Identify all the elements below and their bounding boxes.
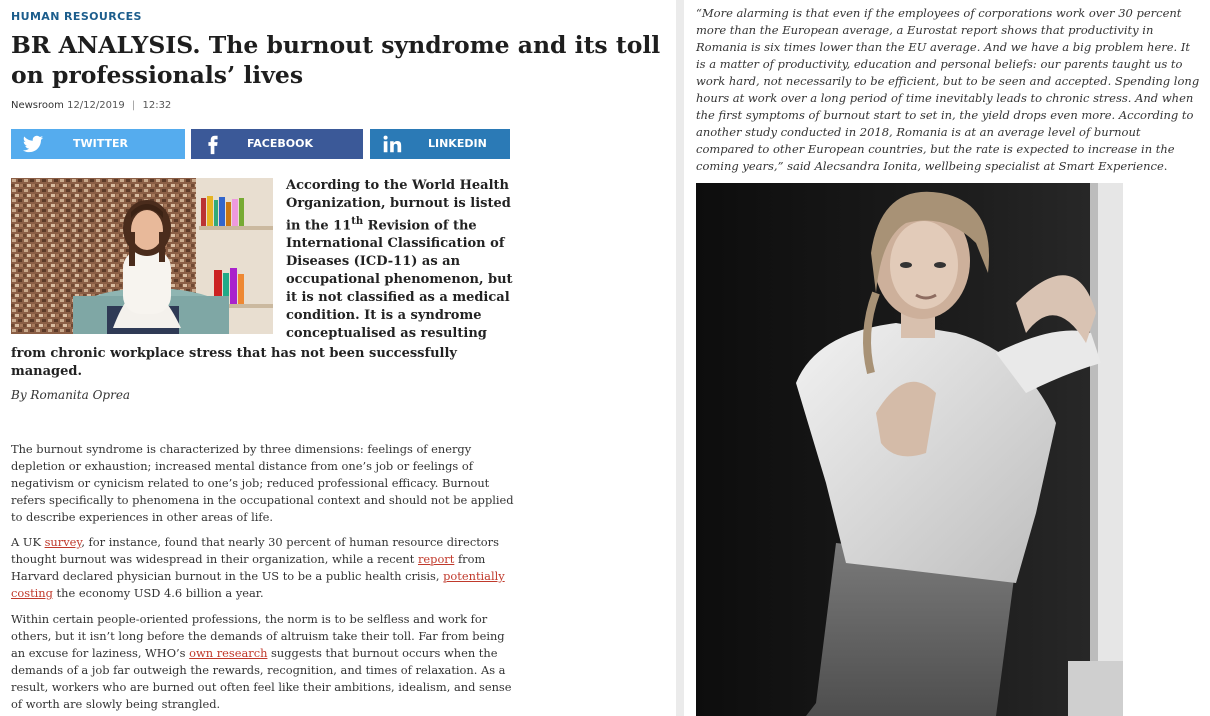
article-meta <box>11 100 171 111</box>
own-research-link[interactable]: own research <box>189 646 268 660</box>
body-paragraph-1: The burnout syndrome is characterized by three dimensions: feelings of energy depletion or exhaustion; increased mental distance from one’s job or feelings of negativism or cynicism related to one’s job; reduced professional efficacy. Burnout refers specifically to phenomena in the occupational context and should not be applied to describe experiences in other areas of life. <box>11 442 514 524</box>
body-paragraph-3 <box>11 611 521 713</box>
twitter-share-label: TWITTER <box>73 137 128 150</box>
article-title: BR ANALYSIS. The burnout syndrome and its toll on professionals’ lives <box>11 31 661 89</box>
facebook-icon <box>201 133 225 155</box>
lead-paragraph-continued: from chronic workplace stress that has not been successfully managed. <box>11 346 457 379</box>
woman-portrait-photo <box>11 178 273 334</box>
meta-author[interactable]: Newsroom <box>11 100 64 111</box>
quote-end: . <box>1163 159 1168 173</box>
lead-superscript: th <box>351 216 364 227</box>
lead-text-2: Revision of the International Classification of Diseases (ICD-11) as an occupational phenomenon, but it is not classified as a medical condition. It is a syndrome conceptualised as resulting <box>286 218 513 342</box>
lead-paragraph <box>286 177 516 343</box>
linkedin-icon <box>380 133 404 155</box>
woman-bw-portrait-photo <box>696 183 1123 716</box>
p2-text-1: A UK <box>11 535 45 549</box>
p2-text-2: , for instance, found that nearly 30 percent of human resource directors thought burnout was widespread in their organization, while a recent <box>11 535 499 566</box>
byline: By Romanita Oprea <box>11 388 131 402</box>
quote-text: “More alarming is that even if the employees of corporations work over 30 percent more than the European average, a Eurostat report shows that productivity in Romania is six times lower than the EU average. And we have a big problem here. It is a matter of productivity, education and personal beliefs: our parents taught us to work hard, not necessarily to be efficient, but to be seen and accepted. Spending long hours at work over a long period of time inevitably leads to chronic stress. And when the first symptoms of burnout start to set in, the yield drops even more. According to another study conducted in 2018, Romania is at an average level of burnout compared to other European countries, but the rate is expected to increase in the coming years,” <box>696 6 1200 173</box>
p2-text-4: the economy USD 4.6 billion a year. <box>52 586 264 600</box>
p3-text-1: Within certain people-oriented professions, the norm is to be selfless and work for others, but it isn’t long before the demands of altruism take their toll. Far from being an excuse for laziness, WHO’s <box>11 612 505 660</box>
column-divider <box>676 0 684 716</box>
linkedin-share-label: LINKEDIN <box>428 137 487 150</box>
quote-attribution: said Alecsandra Ionita, wellbeing specialist at Smart Experience <box>783 159 1164 173</box>
twitter-share-button[interactable] <box>11 129 185 159</box>
facebook-share-button[interactable] <box>191 129 363 159</box>
section-label[interactable]: HUMAN RESOURCES <box>11 10 142 23</box>
quote-paragraph <box>696 5 1201 175</box>
report-link[interactable]: report <box>417 552 455 566</box>
p2-text-3: from Harvard declared physician burnout in the US to be a public health crisis, <box>11 552 486 583</box>
linkedin-share-button[interactable] <box>370 129 510 159</box>
p3-text-2: suggests that burnout occurs when the demands of a job far outweigh the rewards, recognition, and times of relaxation. As a result, workers who are burned out often feel like their ambitions, idealism, and sense of worth are slowly being strangled. <box>11 646 512 711</box>
body-paragraph-2 <box>11 534 521 602</box>
article-continuation-column <box>684 0 1210 716</box>
meta-time: 12:32 <box>142 100 172 111</box>
facebook-share-label: FACEBOOK <box>247 137 313 150</box>
lead-text-1: According to the World Health Organization, burnout is listed in the 11 <box>286 178 511 234</box>
meta-separator: | <box>131 100 136 111</box>
potentially-costing-link[interactable]: potentially costing <box>11 569 505 600</box>
twitter-icon <box>21 133 45 155</box>
survey-link[interactable]: survey <box>44 535 82 549</box>
meta-date: 12/12/2019 <box>67 100 125 111</box>
